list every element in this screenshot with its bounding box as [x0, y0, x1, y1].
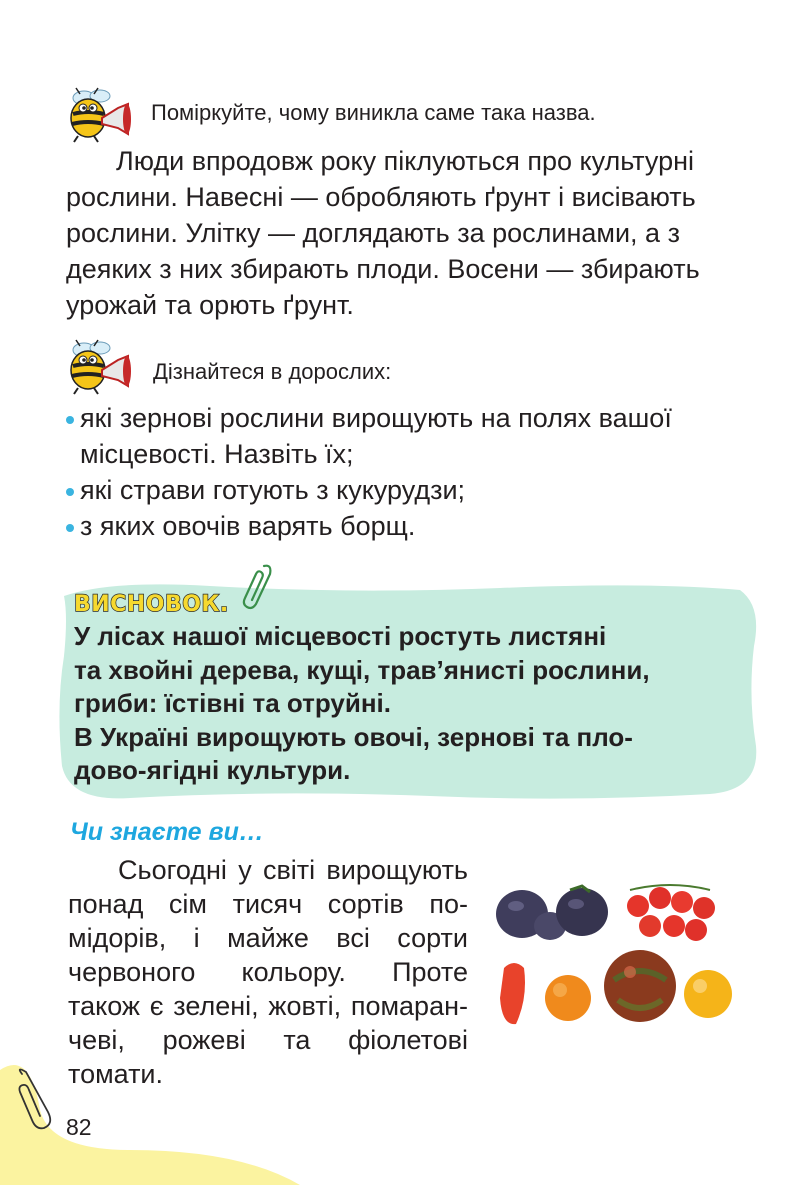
bee-megaphone-icon	[64, 86, 134, 144]
bullet-dot-icon	[66, 488, 74, 496]
task-list	[66, 400, 736, 544]
conclusion-line: У лісах нашої місцевості ростуть листяні	[74, 621, 607, 651]
intro-paragraph	[66, 143, 736, 323]
did-you-know-title: Чи знаєте ви…	[70, 818, 264, 846]
paperclip-icon	[236, 562, 276, 610]
did-you-know-line: понад сім тисяч сортів по-	[68, 889, 468, 919]
hint-ask-adults: Дізнайтеся в дорослих:	[153, 359, 392, 384]
conclusion-line: дово-ягідні культури.	[74, 755, 351, 785]
did-you-know-line: мідорів, і майже всі сорти	[68, 923, 468, 953]
paperclip-icon	[14, 1068, 56, 1132]
did-you-know-line: томати.	[68, 1059, 164, 1089]
bullet-dot-icon	[66, 416, 74, 424]
conclusion-title-text: ВИСНОВОК.	[74, 592, 229, 617]
conclusion-title	[72, 587, 242, 617]
conclusion-line: та хвойні дерева, кущі, трав’янисті рослини,	[74, 654, 650, 685]
list-item: які страви готують з кукурудзи;	[66, 472, 736, 508]
bee-megaphone-icon	[64, 338, 134, 396]
conclusion-text	[74, 620, 744, 788]
list-item: які зернові рослини вирощують на полях вашої місцевості. Назвіть їх;	[66, 400, 736, 472]
did-you-know-line: червоного кольору. Проте	[68, 957, 468, 987]
did-you-know-line: Сьогодні у світі вирощують	[118, 855, 468, 885]
list-item: з яких овочів варять борщ.	[66, 508, 736, 544]
paragraph-line: рослини. Навесні — обробляють ґрунт і висівають	[66, 182, 696, 212]
paragraph-line: урожай та орють ґрунт.	[66, 290, 354, 320]
bullet-dot-icon	[66, 524, 74, 532]
tomato-photo	[490, 876, 740, 1036]
paragraph-line: деяких з них збирають плоди. Восени — збирають	[66, 254, 700, 284]
page-number: 82	[66, 1114, 92, 1140]
did-you-know-line: також є зелені, жовті, помаран-	[68, 991, 468, 1021]
conclusion-line: гриби: їстівні та отруйні.	[74, 688, 392, 718]
conclusion-line: В Україні вирощують овочі, зернові та пло-	[74, 721, 633, 752]
paragraph-line: Люди впродовж року піклуються про культурні	[116, 146, 695, 176]
hint-think: Поміркуйте, чому виникла саме така назва.	[151, 100, 596, 125]
paragraph-line: рослини. Улітку — доглядають за рослинами, а з	[66, 218, 680, 248]
did-you-know-line: чеві, рожеві та фіолетові	[68, 1025, 468, 1055]
